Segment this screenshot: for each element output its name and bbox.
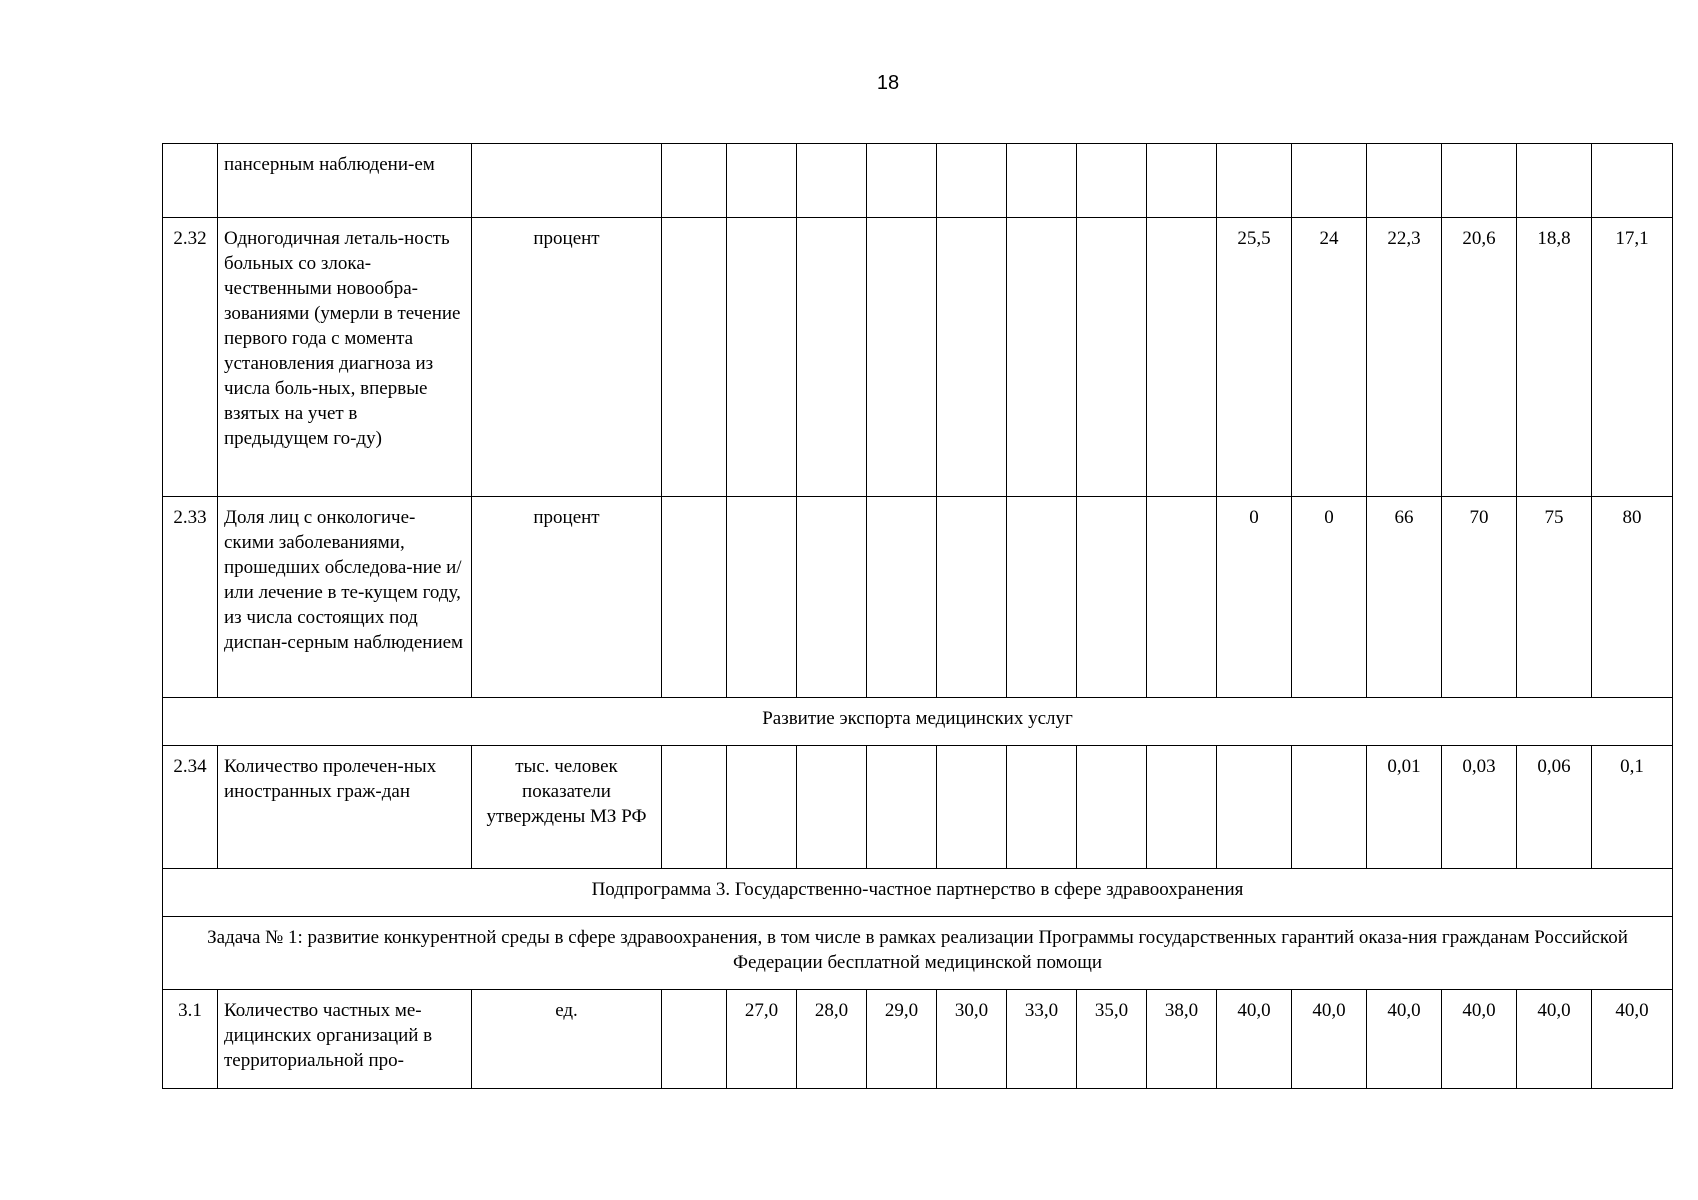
row-number xyxy=(163,144,218,218)
value-cell xyxy=(727,746,797,869)
value-cell xyxy=(797,218,867,497)
value-cell: 75 xyxy=(1517,497,1592,698)
value-cell xyxy=(1592,144,1673,218)
table-row xyxy=(163,497,1673,698)
value-cell xyxy=(937,746,1007,869)
value-cell: 35,0 xyxy=(1077,990,1147,1089)
value-cell: 0,1 xyxy=(1592,746,1673,869)
value-cell: 40,0 xyxy=(1517,990,1592,1089)
value-cell xyxy=(797,746,867,869)
indicator-name: Доля лиц с онкологиче-скими заболеваниями, прошедших обследова-ние и/или лечение в те-кущем году, из числа состоящих под диспан-серным наблюдением xyxy=(218,497,472,698)
value-cell xyxy=(1517,144,1592,218)
value-cell xyxy=(937,497,1007,698)
unit-of-measure: процент xyxy=(472,218,662,497)
page-number: 18 xyxy=(876,72,900,94)
table-body xyxy=(163,144,1673,1089)
value-cell xyxy=(727,144,797,218)
value-cell: 30,0 xyxy=(937,990,1007,1089)
section-row xyxy=(163,869,1673,917)
value-cell: 18,8 xyxy=(1517,218,1592,497)
value-cell xyxy=(1007,144,1077,218)
indicators-table xyxy=(162,143,1673,1089)
value-cell xyxy=(1217,144,1292,218)
value-cell xyxy=(797,497,867,698)
unit-of-measure: ед. xyxy=(472,990,662,1089)
value-cell: 0,06 xyxy=(1517,746,1592,869)
value-cell: 20,6 xyxy=(1442,218,1517,497)
value-cell xyxy=(867,746,937,869)
value-cell: 80 xyxy=(1592,497,1673,698)
value-cell xyxy=(1077,746,1147,869)
value-cell xyxy=(1292,746,1367,869)
value-cell xyxy=(727,218,797,497)
value-cell xyxy=(867,144,937,218)
value-cell xyxy=(797,144,867,218)
value-cell: 66 xyxy=(1367,497,1442,698)
indicator-name: Одногодичная леталь-ность больных со злока-чественными новообра-зованиями (умерли в течение первого года с момента установления диагноза из числа боль-ных, впервые взятых на учет в предыдущем го-ду) xyxy=(218,218,472,497)
unit-of-measure: тыс. человек показатели утверждены МЗ РФ xyxy=(472,746,662,869)
value-cell xyxy=(662,990,727,1089)
table-row xyxy=(163,990,1673,1089)
section-heading: Подпрограмма 3. Государственно-частное партнерство в сфере здравоохранения xyxy=(163,869,1673,917)
value-cell: 70 xyxy=(1442,497,1517,698)
value-cell xyxy=(1442,144,1517,218)
row-number: 2.32 xyxy=(163,218,218,497)
value-cell: 40,0 xyxy=(1592,990,1673,1089)
row-number: 3.1 xyxy=(163,990,218,1089)
value-cell xyxy=(1007,746,1077,869)
value-cell xyxy=(662,144,727,218)
value-cell: 25,5 xyxy=(1217,218,1292,497)
value-cell xyxy=(727,497,797,698)
value-cell: 24 xyxy=(1292,218,1367,497)
value-cell: 40,0 xyxy=(1367,990,1442,1089)
section-row xyxy=(163,917,1673,990)
value-cell xyxy=(1292,144,1367,218)
value-cell xyxy=(662,746,727,869)
row-number: 2.34 xyxy=(163,746,218,869)
value-cell xyxy=(1077,144,1147,218)
value-cell xyxy=(1147,497,1217,698)
value-cell xyxy=(1147,144,1217,218)
value-cell: 27,0 xyxy=(727,990,797,1089)
value-cell: 40,0 xyxy=(1292,990,1367,1089)
value-cell: 0 xyxy=(1292,497,1367,698)
section-heading: Задача № 1: развитие конкурентной среды в сфере здравоохранения, в том числе в рамках реализации Программы государственных гарантий оказа-ния гражданам Российской Федерации бесплатной медицинской помощи xyxy=(163,917,1673,990)
value-cell xyxy=(1077,218,1147,497)
value-cell xyxy=(1217,746,1292,869)
value-cell: 38,0 xyxy=(1147,990,1217,1089)
value-cell xyxy=(662,497,727,698)
table-row xyxy=(163,746,1673,869)
table-row xyxy=(163,218,1673,497)
value-cell xyxy=(937,144,1007,218)
value-cell xyxy=(1007,218,1077,497)
value-cell xyxy=(867,497,937,698)
value-cell xyxy=(1007,497,1077,698)
value-cell xyxy=(937,218,1007,497)
section-row xyxy=(163,698,1673,746)
value-cell: 0 xyxy=(1217,497,1292,698)
value-cell: 40,0 xyxy=(1217,990,1292,1089)
value-cell: 22,3 xyxy=(1367,218,1442,497)
value-cell xyxy=(1147,746,1217,869)
value-cell xyxy=(1147,218,1217,497)
unit-of-measure xyxy=(472,144,662,218)
value-cell: 33,0 xyxy=(1007,990,1077,1089)
value-cell: 40,0 xyxy=(1442,990,1517,1089)
value-cell xyxy=(662,218,727,497)
value-cell: 0,01 xyxy=(1367,746,1442,869)
row-number: 2.33 xyxy=(163,497,218,698)
value-cell: 0,03 xyxy=(1442,746,1517,869)
unit-of-measure: процент xyxy=(472,497,662,698)
table-row xyxy=(163,144,1673,218)
indicator-name: пансерным наблюдени-ем xyxy=(218,144,472,218)
indicator-name: Количество частных ме-дицинских организаций в территориальной про- xyxy=(218,990,472,1089)
value-cell: 28,0 xyxy=(797,990,867,1089)
value-cell: 17,1 xyxy=(1592,218,1673,497)
value-cell xyxy=(1077,497,1147,698)
indicator-name: Количество пролечен-ных иностранных граж-дан xyxy=(218,746,472,869)
value-cell: 29,0 xyxy=(867,990,937,1089)
section-heading: Развитие экспорта медицинских услуг xyxy=(163,698,1673,746)
value-cell xyxy=(867,218,937,497)
value-cell xyxy=(1367,144,1442,218)
